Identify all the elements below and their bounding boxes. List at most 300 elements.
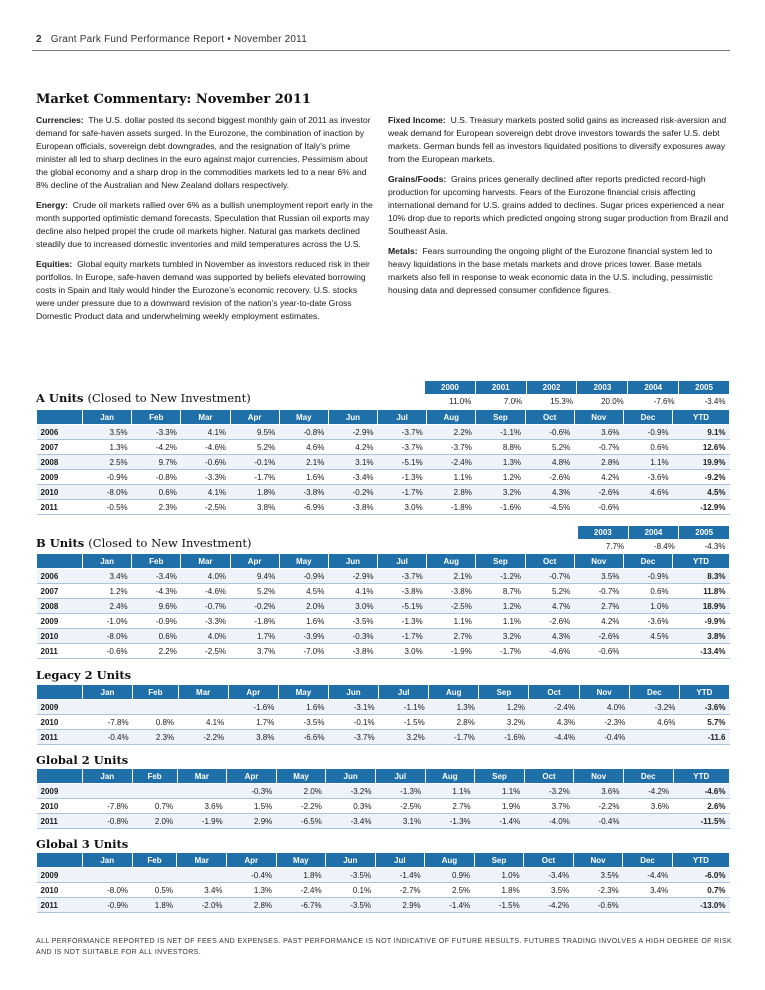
value-cell: 5.2% [230, 584, 279, 599]
value-cell: 1.2% [83, 584, 132, 599]
value-cell: -6.9% [279, 500, 328, 515]
month-header: Sep [474, 853, 524, 868]
table-row [37, 584, 730, 599]
value-cell: -3.2% [524, 784, 574, 799]
value-cell: 3.4% [177, 883, 227, 898]
month-header: Nov [574, 769, 624, 784]
value-cell: 1.6% [278, 700, 328, 715]
value-cell: -3.1% [328, 700, 378, 715]
value-cell: -2.6% [525, 470, 574, 485]
ytd-cell: -4.6% [673, 784, 729, 799]
value-cell: 2.8% [574, 455, 623, 470]
month-header-row [37, 769, 730, 784]
ytd-cell: 19.9% [673, 455, 730, 470]
year-header-cell [37, 769, 83, 784]
value-cell: -3.7% [378, 425, 427, 440]
value-cell: 1.8% [474, 883, 524, 898]
ytd-cell: -13.0% [672, 898, 729, 913]
year-cell: 2011 [37, 500, 83, 515]
value-cell: 2.8% [427, 485, 476, 500]
table-row [37, 470, 730, 485]
month-header: Jul [378, 554, 427, 569]
value-cell: -2.0% [177, 898, 227, 913]
value-cell: -1.1% [476, 425, 525, 440]
value-cell: 1.8% [132, 898, 177, 913]
month-header: Mar [181, 554, 230, 569]
value-cell: 3.0% [378, 500, 427, 515]
value-cell: -3.5% [326, 868, 376, 883]
value-cell: -0.8% [132, 470, 181, 485]
table-row [37, 425, 730, 440]
month-header: Jul [379, 685, 429, 700]
ytd-cell: 12.6% [673, 440, 730, 455]
value-cell: -1.1% [379, 700, 429, 715]
value-cell: -3.7% [427, 440, 476, 455]
month-header: Dec [623, 410, 672, 425]
commentary-right-column [388, 114, 733, 304]
value-cell: 4.2% [574, 470, 623, 485]
table-row [37, 898, 730, 913]
value-cell: -2.4% [427, 455, 476, 470]
table-row [37, 629, 730, 644]
ytd-cell: 5.7% [679, 715, 729, 730]
value-cell: -1.6% [479, 730, 529, 745]
value-cell: 4.3% [525, 485, 574, 500]
value-cell: -0.3% [227, 784, 277, 799]
value-cell: 3.4% [623, 883, 673, 898]
value-cell: -1.6% [476, 500, 525, 515]
year-cell: 2010 [37, 883, 83, 898]
month-header: Dec [629, 685, 679, 700]
month-header-row [37, 853, 730, 868]
value-cell: -1.4% [475, 814, 525, 829]
value-cell: 3.6% [623, 799, 673, 814]
currencies-paragraph [36, 114, 378, 192]
value-cell: 2.0% [279, 599, 328, 614]
table-row [37, 700, 730, 715]
value-cell: 4.6% [623, 485, 672, 500]
value-cell [629, 730, 679, 745]
month-header: Jun [326, 853, 376, 868]
value-cell: 5.2% [525, 584, 574, 599]
legacy2-title [36, 668, 131, 682]
disclaimer-footer: ALL PERFORMANCE REPORTED IS NET OF FEES AND EXPENSES. PAST PERFORMANCE IS NOT INDICATIVE OF FUTURE RESULTS. FUTURES TRADING INVOLVES A HIGH DEGREE OF RISK AND IS NOT SUITABLE FOR ALL INVESTORS. [36, 938, 733, 956]
value-cell: 2.8% [227, 898, 277, 913]
month-header: May [276, 769, 326, 784]
table-row [37, 455, 730, 470]
month-header: Aug [425, 853, 475, 868]
value-cell: 1.1% [427, 614, 476, 629]
value-cell: 1.6% [279, 614, 328, 629]
value-cell: -4.2% [132, 440, 181, 455]
year-cell: 2010 [37, 485, 83, 500]
annual-value: -3.4% [704, 397, 726, 407]
value-cell: 1.7% [228, 715, 278, 730]
paragraph-label: Currencies: [36, 115, 84, 125]
year-cell: 2008 [37, 455, 83, 470]
value-cell: -0.8% [83, 814, 133, 829]
value-cell: -4.0% [524, 814, 574, 829]
value-cell: -0.6% [83, 644, 132, 659]
value-cell: -4.6% [525, 644, 574, 659]
section-name: Global 3 Units [36, 837, 129, 851]
value-cell: 1.6% [279, 470, 328, 485]
value-cell: -2.6% [574, 485, 623, 500]
value-cell: 1.0% [474, 868, 524, 883]
month-header: Dec [623, 769, 673, 784]
value-cell: 4.8% [525, 455, 574, 470]
month-header: Mar [177, 769, 227, 784]
value-cell: 4.6% [629, 715, 679, 730]
section-name: Global 2 Units [36, 753, 129, 767]
value-cell: -0.6% [573, 898, 623, 913]
annual-value: 7.7% [605, 542, 625, 552]
value-cell: -3.6% [623, 614, 672, 629]
value-cell: -2.7% [375, 883, 425, 898]
year-header-cell [37, 554, 83, 569]
value-cell: -0.4% [83, 730, 133, 745]
table-row [37, 814, 730, 829]
ytd-cell: -11.6 [679, 730, 729, 745]
section-subtitle: (Closed to New Investment) [88, 536, 252, 550]
month-header: Nov [574, 554, 623, 569]
month-header: Dec [623, 554, 672, 569]
month-header: Feb [132, 554, 181, 569]
value-cell: -4.6% [181, 584, 230, 599]
value-cell: -2.9% [328, 425, 377, 440]
value-cell: -2.4% [529, 700, 579, 715]
paragraph-label: Equities: [36, 259, 73, 269]
value-cell: -0.2% [328, 485, 377, 500]
value-cell: 3.2% [479, 715, 529, 730]
value-cell: -2.2% [574, 799, 624, 814]
value-cell: 2.8% [429, 715, 479, 730]
value-cell: -0.5% [83, 500, 132, 515]
value-cell: -4.2% [524, 898, 574, 913]
value-cell: -1.7% [230, 470, 279, 485]
value-cell: -3.4% [326, 814, 376, 829]
metals-paragraph [388, 245, 733, 297]
value-cell: 0.6% [623, 584, 672, 599]
value-cell: 4.1% [328, 584, 377, 599]
value-cell: 9.7% [132, 455, 181, 470]
value-cell: -2.5% [181, 644, 230, 659]
annual-year: 2001 [475, 381, 526, 395]
value-cell: 2.4% [83, 599, 132, 614]
value-cell: 4.0% [181, 629, 230, 644]
value-cell: -1.5% [379, 715, 429, 730]
value-cell: -2.3% [573, 883, 623, 898]
value-cell: -4.4% [623, 868, 673, 883]
month-header: Nov [579, 685, 629, 700]
value-cell: -0.9% [623, 569, 672, 584]
value-cell: -0.9% [279, 569, 328, 584]
value-cell: 5.2% [525, 440, 574, 455]
value-cell: 1.5% [227, 799, 277, 814]
year-cell: 2009 [37, 868, 83, 883]
annual-value: -4.3% [704, 542, 726, 552]
value-cell: -3.5% [326, 898, 376, 913]
value-cell: -1.8% [427, 500, 476, 515]
value-cell: 4.3% [525, 629, 574, 644]
value-cell: 3.7% [230, 644, 279, 659]
value-cell: -1.9% [427, 644, 476, 659]
legacy2-table [36, 684, 730, 745]
equities-paragraph [36, 258, 378, 323]
value-cell: -8.0% [83, 883, 133, 898]
year-cell: 2011 [37, 730, 83, 745]
value-cell: -1.6% [228, 700, 278, 715]
value-cell: -2.4% [276, 883, 326, 898]
month-header: Apr [228, 685, 278, 700]
value-cell: 9.5% [230, 425, 279, 440]
month-header: Apr [230, 410, 279, 425]
page-number: 2 [36, 34, 42, 45]
paragraph-label: Metals: [388, 246, 418, 256]
value-cell: -0.1% [328, 715, 378, 730]
ytd-cell: 3.8% [673, 629, 730, 644]
value-cell: 1.3% [83, 440, 132, 455]
commentary-left-column [36, 114, 378, 330]
year-cell: 2009 [37, 700, 83, 715]
value-cell: 1.0% [623, 599, 672, 614]
month-header: Jan [83, 554, 132, 569]
b-units-annual-table [577, 525, 730, 554]
value-cell: -0.9% [132, 614, 181, 629]
value-cell: -0.9% [83, 470, 132, 485]
value-cell: 1.3% [227, 883, 277, 898]
table-row [37, 883, 730, 898]
paragraph-text: Crude oil markets rallied over 6% as a bullish unemployment report early in the month supported optimistic demand forecasts. Speculation that Russian oil exports may decline also helped propel the crude oil markets higher. Natural gas markets declined steadily due to increased domestic inventories and mild temperatures across the U.S. [36, 200, 373, 249]
value-cell: 1.2% [476, 599, 525, 614]
value-cell: 4.1% [181, 425, 230, 440]
value-cell: -1.8% [230, 614, 279, 629]
ytd-cell: 0.7% [672, 883, 729, 898]
table-row [37, 644, 730, 659]
month-header: Jan [83, 769, 133, 784]
month-header: Oct [524, 853, 574, 868]
value-cell: -3.3% [132, 425, 181, 440]
value-cell: 4.5% [279, 584, 328, 599]
b-units-table [36, 553, 730, 659]
year-cell: 2009 [37, 470, 83, 485]
ytd-cell: -9.2% [673, 470, 730, 485]
value-cell: 1.7% [230, 629, 279, 644]
value-cell: -0.7% [574, 584, 623, 599]
month-header: YTD [673, 769, 729, 784]
value-cell: 0.3% [326, 799, 376, 814]
month-header: Aug [427, 410, 476, 425]
month-header: May [278, 685, 328, 700]
table-row [37, 440, 730, 455]
annual-value: 20.0% [601, 397, 624, 407]
annual-year: 2003 [578, 526, 629, 540]
paragraph-text: Grains prices generally declined after reports predicted record-high production for upcoming harvests. Fears of the Eurozone financial crisis affecting international demand for U.S. grains added to declines. Sugar prices experienced a near 10% drop due to reports which predicted ongoing strong sugar production from Brazil and Southeast Asia. [388, 174, 729, 236]
value-cell: -1.9% [177, 814, 227, 829]
ytd-cell: -13.4% [673, 644, 730, 659]
value-cell [623, 898, 673, 913]
year-cell: 2009 [37, 784, 83, 799]
value-cell: -2.6% [574, 629, 623, 644]
month-header: Oct [524, 769, 574, 784]
table-row [37, 485, 730, 500]
value-cell: -3.7% [328, 730, 378, 745]
annual-year: 2005 [679, 381, 730, 395]
month-header: Sep [479, 685, 529, 700]
annual-value: -8.4% [653, 542, 675, 552]
month-header: Feb [133, 685, 178, 700]
value-cell: 0.7% [132, 799, 177, 814]
value-cell: 2.1% [427, 569, 476, 584]
value-cell: 2.9% [227, 814, 277, 829]
table-row [37, 730, 730, 745]
month-header: May [279, 554, 328, 569]
ytd-cell: 4.5% [673, 485, 730, 500]
table-row [37, 614, 730, 629]
value-cell: 1.1% [425, 784, 475, 799]
value-cell: -1.7% [429, 730, 479, 745]
value-cell: 3.2% [476, 629, 525, 644]
value-cell: 4.7% [525, 599, 574, 614]
value-cell [83, 868, 133, 883]
value-cell: -8.0% [83, 629, 132, 644]
section-name: B Units [36, 536, 85, 550]
month-header: Jan [83, 410, 132, 425]
month-header: Jul [378, 410, 427, 425]
value-cell: 3.5% [524, 883, 574, 898]
value-cell: -1.5% [474, 898, 524, 913]
month-header: Jul [375, 853, 425, 868]
a-units-annual-table [424, 380, 730, 409]
global2-title [36, 753, 128, 767]
annual-value: -7.6% [653, 397, 675, 407]
year-cell: 2011 [37, 814, 83, 829]
value-cell: -7.8% [83, 799, 133, 814]
value-cell: 2.3% [132, 500, 181, 515]
value-cell: -2.9% [328, 569, 377, 584]
value-cell: -3.9% [279, 629, 328, 644]
value-cell: 9.4% [230, 569, 279, 584]
value-cell: -6.7% [276, 898, 326, 913]
value-cell: 3.0% [328, 599, 377, 614]
month-header: YTD [672, 853, 729, 868]
month-header-row [37, 410, 730, 425]
value-cell: -3.3% [181, 470, 230, 485]
section-name: A Units [36, 391, 84, 405]
value-cell: 2.9% [375, 898, 425, 913]
year-cell: 2010 [37, 715, 83, 730]
value-cell: -1.2% [476, 569, 525, 584]
value-cell: -0.4% [579, 730, 629, 745]
value-cell: 3.4% [83, 569, 132, 584]
value-cell: 0.8% [133, 715, 178, 730]
value-cell: -3.5% [328, 614, 377, 629]
value-cell: 3.1% [375, 814, 425, 829]
table-row [37, 784, 730, 799]
month-header: YTD [679, 685, 729, 700]
value-cell: 1.8% [230, 485, 279, 500]
table-row [37, 868, 730, 883]
value-cell [83, 784, 133, 799]
table-row [37, 799, 730, 814]
value-cell: 2.5% [425, 883, 475, 898]
month-header: Mar [181, 410, 230, 425]
value-cell: -1.3% [425, 814, 475, 829]
value-cell: 2.7% [427, 629, 476, 644]
value-cell: -3.4% [132, 569, 181, 584]
commentary-title: Market Commentary: November 2011 [36, 92, 311, 107]
value-cell [133, 700, 178, 715]
month-header: Feb [132, 410, 181, 425]
ytd-cell: 18.9% [673, 599, 730, 614]
global3-title [36, 837, 128, 851]
year-cell: 2010 [37, 629, 83, 644]
month-header: Apr [230, 554, 279, 569]
value-cell: -1.7% [378, 485, 427, 500]
paragraph-label: Energy: [36, 200, 68, 210]
value-cell: 1.1% [475, 784, 525, 799]
annual-year: 2000 [425, 381, 476, 395]
value-cell: -3.8% [378, 584, 427, 599]
value-cell: 1.1% [623, 455, 672, 470]
year-cell: 2011 [37, 898, 83, 913]
value-cell: -0.2% [230, 599, 279, 614]
header-rule [32, 50, 730, 51]
value-cell: -3.8% [328, 500, 377, 515]
ytd-cell: -11.5% [673, 814, 729, 829]
value-cell [623, 644, 672, 659]
month-header: Jun [328, 685, 378, 700]
value-cell: 2.2% [427, 425, 476, 440]
value-cell: -3.4% [524, 868, 574, 883]
value-cell: 4.0% [579, 700, 629, 715]
ytd-cell: -6.0% [672, 868, 729, 883]
value-cell: -0.4% [574, 814, 624, 829]
value-cell: 3.2% [476, 485, 525, 500]
value-cell: -3.7% [378, 569, 427, 584]
value-cell: -7.0% [279, 644, 328, 659]
value-cell: 3.6% [177, 799, 227, 814]
month-header: Nov [574, 410, 623, 425]
value-cell: 3.6% [574, 784, 624, 799]
value-cell: 1.2% [479, 700, 529, 715]
value-cell: 3.2% [379, 730, 429, 745]
month-header: May [276, 853, 326, 868]
value-cell: 1.3% [476, 455, 525, 470]
month-header: Feb [132, 853, 177, 868]
value-cell: -3.8% [328, 644, 377, 659]
month-header-row [37, 685, 730, 700]
value-cell: 1.8% [276, 868, 326, 883]
annual-value: 11.0% [449, 397, 472, 407]
page-header [36, 34, 730, 45]
value-cell: -3.5% [278, 715, 328, 730]
value-cell: 5.2% [230, 440, 279, 455]
value-cell: -7.8% [83, 715, 133, 730]
month-header: YTD [673, 554, 730, 569]
value-cell: 3.7% [524, 799, 574, 814]
year-cell: 2010 [37, 799, 83, 814]
value-cell: 0.6% [623, 440, 672, 455]
value-cell: -4.2% [623, 784, 673, 799]
value-cell: -1.3% [378, 614, 427, 629]
value-cell: -1.0% [83, 614, 132, 629]
value-cell: -6.5% [276, 814, 326, 829]
value-cell: 2.5% [83, 455, 132, 470]
year-cell: 2007 [37, 584, 83, 599]
value-cell: 0.9% [425, 868, 475, 883]
value-cell: 2.0% [276, 784, 326, 799]
